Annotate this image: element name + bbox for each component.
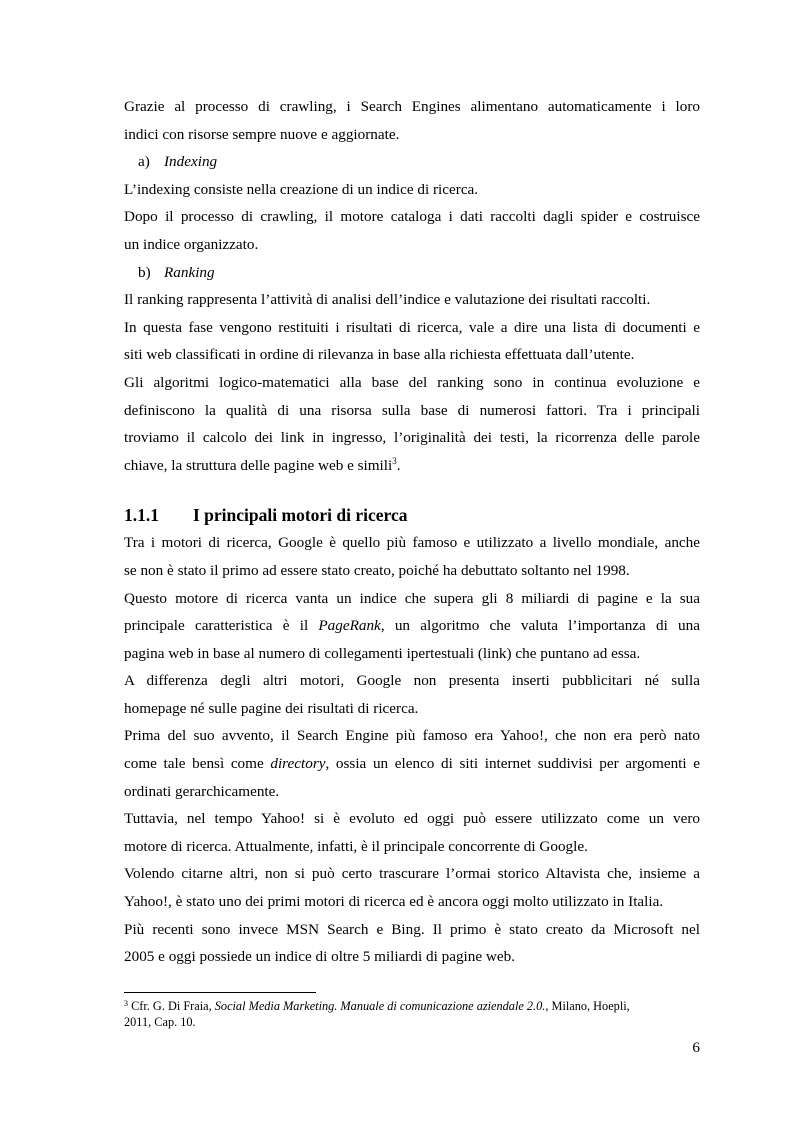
emphasis-directory: directory	[270, 755, 326, 773]
paragraph-line: definiscono la qualità di una risorsa sulla base di numerosi fattori. Tra i principali	[124, 401, 700, 419]
paragraph-line: Più recenti sono invece MSN Search e Bing. Il primo è stato creato da Microsoft nel	[124, 920, 700, 938]
section-number: 1.1.1	[124, 505, 159, 526]
paragraph-line: indici con risorse sempre nuove e aggiornate.	[124, 125, 400, 143]
paragraph-line: Tuttavia, nel tempo Yahoo! si è evoluto ed oggi può essere utilizzato come un vero	[124, 810, 700, 828]
line-text: principale caratteristica è il	[124, 617, 319, 635]
paragraph-line: pagina web in base al numero di collegamenti ipertestuali (link) che puntano ad essa.	[124, 644, 641, 662]
list-item-indexing	[124, 148, 700, 176]
page-number: 6	[692, 1039, 700, 1056]
paragraph-line: troviamo il calcolo dei link in ingresso, l’originalità dei testi, la ricorrenza delle parole	[124, 429, 700, 447]
line-text: come tale bensì come	[124, 755, 271, 773]
section-title: I principali motori di ricerca	[193, 505, 408, 526]
paragraph-line	[124, 612, 700, 640]
paragraph-line: A differenza degli altri motori, Google non presenta inserti pubblicitari né sulla	[124, 672, 700, 690]
paragraph-line: homepage né sulle pagine dei risultati di ricerca.	[124, 699, 419, 717]
list-marker: a)	[138, 153, 150, 171]
line-text: chiave, la struttura delle pagine web e simili	[124, 456, 393, 474]
paragraph-line: Yahoo!, è stato uno dei primi motori di ricerca ed è ancora oggi molto utilizzato in Italia.	[124, 893, 664, 911]
list-item-title: Indexing	[164, 153, 218, 171]
section-heading	[124, 501, 700, 529]
page-content	[124, 93, 700, 971]
paragraph-line: Volendo citarne altri, non si può certo trascurare l’ormai storico Altavista che, insieme a	[124, 865, 700, 883]
paragraph-line: Tra i motori di ricerca, Google è quello più famoso e utilizzato a livello mondiale, anche	[124, 534, 700, 552]
footnote-number: 3	[124, 999, 128, 1008]
emphasis-pagerank: PageRank	[318, 617, 381, 635]
paragraph-line: L’indexing consiste nella creazione di un indice di ricerca.	[124, 180, 479, 198]
list-item-title: Ranking	[164, 263, 215, 281]
paragraph-line: Gli algoritmi logico-matematici alla base del ranking sono in continua evoluzione e	[124, 373, 700, 391]
paragraph-line: un indice organizzato.	[124, 235, 259, 253]
list-item-ranking	[124, 259, 700, 287]
paragraph-line: Grazie al processo di crawling, i Search Engines alimentano automaticamente i loro	[124, 98, 700, 115]
footnote-line	[124, 998, 700, 1014]
footnote-line: 2011, Cap. 10.	[124, 1015, 196, 1029]
footnote-reference[interactable]: 3	[392, 455, 397, 466]
paragraph-line: Questo motore di ricerca vanta un indice che supera gli 8 miliardi di pagine e la sua	[124, 589, 700, 607]
footnote-text: Cfr. G. Di Fraia,	[128, 999, 215, 1013]
paragraph-line: motore di ricerca. Attualmente, infatti, è il principale concorrente di Google.	[124, 837, 588, 855]
line-text: , un algoritmo che valuta l’importanza di una	[380, 617, 700, 635]
footnote-text: , Milano, Hoepli,	[545, 999, 630, 1013]
paragraph-line	[124, 452, 700, 480]
paragraph-line: se non è stato il primo ad essere stato creato, poiché ha debuttato soltanto nel 1998.	[124, 561, 630, 579]
footnote	[124, 998, 700, 1030]
paragraph-line	[124, 750, 700, 778]
list-marker: b)	[138, 263, 151, 281]
line-text: , ossia un elenco di siti internet suddivisi per argomenti e	[325, 755, 700, 773]
line-text: .	[396, 456, 401, 474]
paragraph-line: Il ranking rappresenta l’attività di analisi dell’indice e valutazione dei risultati raccolti.	[124, 291, 651, 309]
paragraph-line: 2005 e oggi possiede un indice di oltre 5 miliardi di pagine web.	[124, 948, 515, 966]
footnote-book-title: Social Media Marketing. Manuale di comunicazione aziendale 2.0.	[214, 999, 546, 1013]
paragraph-line: siti web classificati in ordine di rilevanza in base alla richiesta effettuata dall’utente.	[124, 346, 635, 364]
paragraph-line: Prima del suo avvento, il Search Engine più famoso era Yahoo!, che non era però nato	[124, 727, 700, 745]
paragraph-line: ordinati gerarchicamente.	[124, 782, 280, 800]
paragraph-line: In questa fase vengono restituiti i risultati di ricerca, vale a dire una lista di documenti e	[124, 318, 700, 336]
footnote-divider	[124, 992, 316, 993]
paragraph-line: Dopo il processo di crawling, il motore cataloga i dati raccolti dagli spider e costruisce	[124, 208, 700, 226]
